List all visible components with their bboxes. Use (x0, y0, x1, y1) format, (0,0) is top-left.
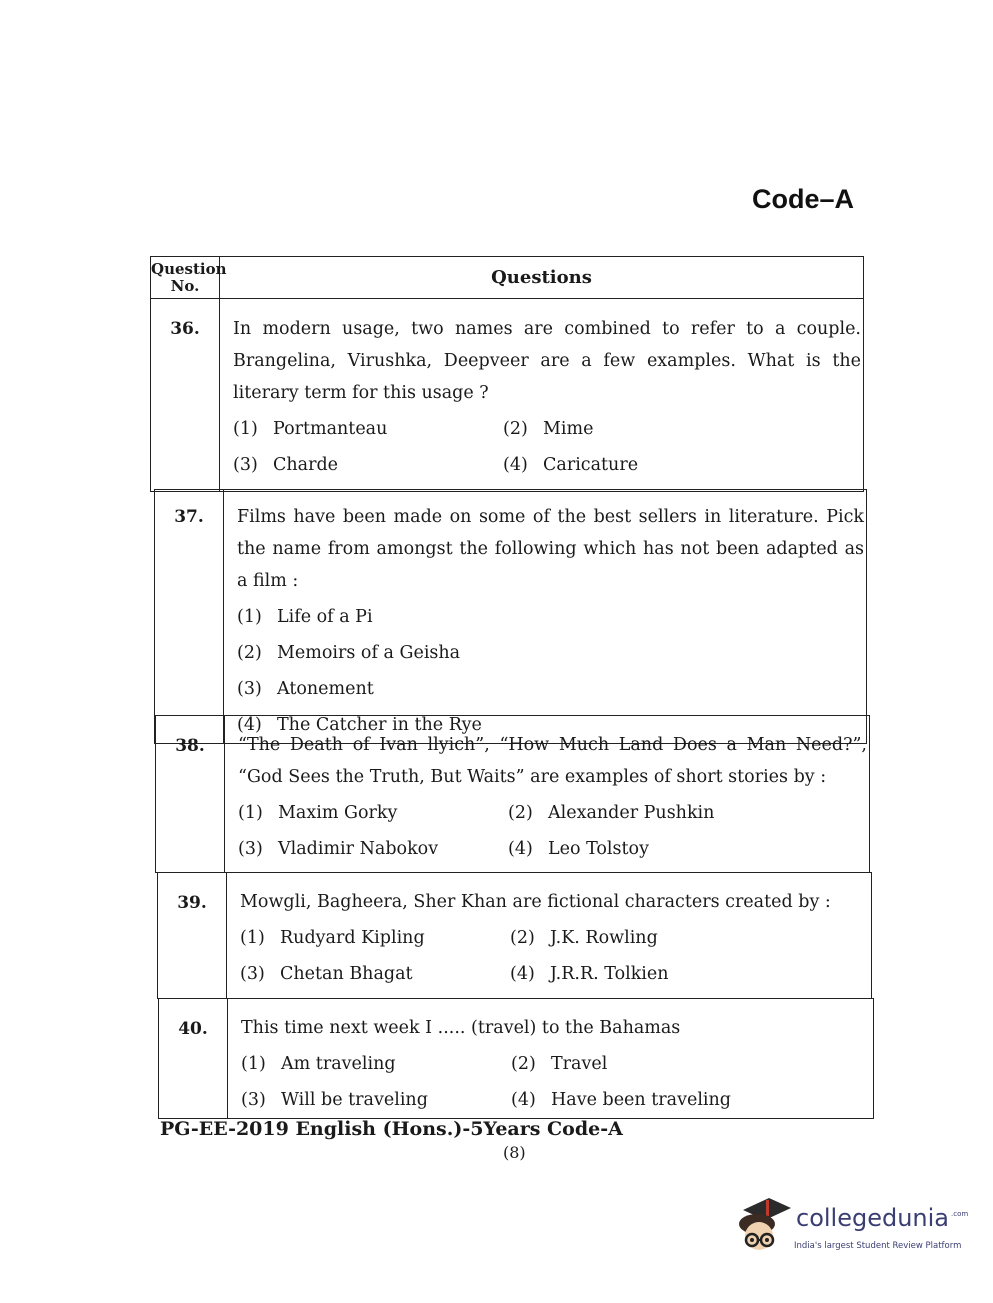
option: (2) Memoirs of a Geisha (237, 643, 461, 663)
option: (1) Am traveling (241, 1054, 396, 1074)
question-text: “The Death of Ivan llyich”, “How Much Land Does a Man Need?”, “God Sees the Truth, But Waits” are examples of short stories by : (238, 735, 867, 787)
column-header-question-no (151, 257, 227, 299)
option: (1) Life of a Pi (237, 607, 373, 627)
question-row (151, 299, 864, 492)
column-header-qno-line1: Question (151, 260, 227, 278)
questions-table-part3 (155, 715, 870, 873)
mascot-icon (735, 1196, 793, 1258)
questions-table-part2 (154, 489, 867, 744)
question-row (159, 999, 874, 1119)
options-list (240, 920, 869, 992)
options-list (233, 411, 861, 483)
column-header-questions: Questions (220, 257, 864, 299)
page-number: (8) (503, 1143, 526, 1162)
questions-table-part5 (158, 998, 874, 1119)
exam-footer: PG-EE-2019 English (Hons.)-5Years Code-A (160, 1118, 623, 1140)
code-label: Code–A (752, 184, 855, 214)
option: (2) Alexander Pushkin (508, 803, 715, 823)
question-text: This time next week I ..... (travel) to the Bahamas (241, 1018, 681, 1038)
option: (1) Maxim Gorky (238, 803, 398, 823)
questions-table (150, 256, 864, 492)
option: (4) J.R.R. Tolkien (510, 964, 669, 984)
question-number: 38. (156, 716, 225, 873)
column-header-qno-line2: No. (170, 277, 200, 295)
option: (3) Chetan Bhagat (240, 964, 413, 984)
logo-name: collegedunia (796, 1204, 950, 1232)
question-row (155, 490, 867, 744)
question-number: 36. (151, 299, 220, 492)
question-text: In modern usage, two names are combined to refer to a couple. Brangelina, Virushka, Deepveer are a few examples. What is the literary term for this usage ? (233, 319, 861, 403)
option: (2) Travel (511, 1054, 608, 1074)
logo-suffix: .com (951, 1210, 969, 1218)
option: (3) Atonement (237, 679, 374, 699)
options-list (241, 1046, 871, 1118)
option: (1) Portmanteau (233, 419, 388, 439)
option: (2) Mime (503, 419, 594, 439)
options-list (238, 795, 867, 867)
question-number: 37. (155, 490, 224, 744)
question-text: Films have been made on some of the best sellers in literature. Pick the name from amongst the following which has not been adapted as a film : (237, 507, 864, 591)
question-number: 40. (159, 999, 228, 1119)
questions-table-part4 (157, 872, 872, 999)
option: (4) Leo Tolstoy (508, 839, 649, 859)
option: (4) Caricature (503, 455, 639, 475)
question-text: Mowgli, Bagheera, Sher Khan are fictional characters created by : (240, 892, 831, 912)
question-number: 39. (158, 873, 227, 999)
question-row (156, 716, 870, 873)
option: (3) Vladimir Nabokov (238, 839, 439, 859)
option: (1) Rudyard Kipling (240, 928, 425, 948)
option: (3) Will be traveling (241, 1090, 428, 1110)
option: (3) Charde (233, 455, 339, 475)
option: (4) The Catcher in the Rye (237, 715, 482, 735)
option: (4) Have been traveling (511, 1090, 731, 1110)
question-row (158, 873, 872, 999)
option: (2) J.K. Rowling (510, 928, 658, 948)
logo-tagline: India's largest Student Review Platform (794, 1241, 962, 1251)
collegedunia-logo[interactable] (735, 1196, 969, 1258)
